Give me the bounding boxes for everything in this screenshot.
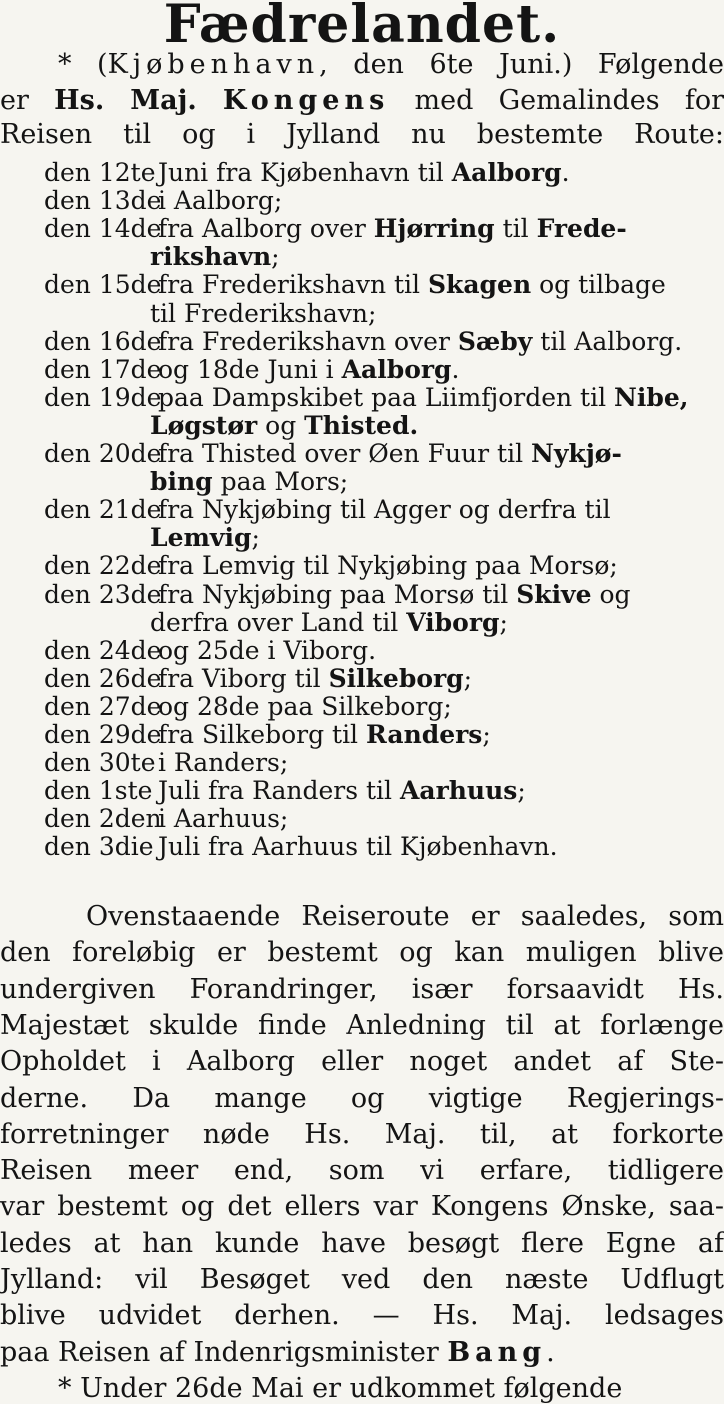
- route-place: Nibe,: [614, 382, 689, 412]
- route-text: i Aarhuus;: [150, 804, 289, 834]
- route-date: den 23de: [44, 579, 162, 609]
- route-text: paa Dampskibet paa Liimfjorden til: [150, 382, 615, 412]
- route-text: derfra over Land til: [150, 607, 407, 637]
- route-text: .: [451, 354, 460, 384]
- route-date: den 17de: [44, 354, 162, 384]
- route-date: den 22de: [44, 551, 162, 581]
- intro-text: * (: [58, 49, 108, 80]
- route-text: ;: [499, 607, 508, 637]
- route-continuation: [0, 525, 724, 551]
- route-text: Juli fra Aarhuus til Kjøbenhavn.: [150, 832, 558, 862]
- route-item: [0, 553, 724, 579]
- route-continuation: [0, 410, 724, 440]
- route-text: til: [494, 214, 537, 244]
- route-text: og tilbage: [531, 270, 666, 300]
- closing-line: Majestæt skulde finde Anledning til at forlænge: [0, 1009, 724, 1041]
- route-text: og 18de Juni i: [150, 354, 342, 384]
- route-text: og: [257, 410, 305, 440]
- route-continuation: [0, 298, 724, 328]
- route-place: Aalborg: [341, 354, 452, 384]
- route-text: fra Aalborg over: [150, 214, 374, 244]
- route-place: Silkeborg: [328, 663, 464, 693]
- route-text: i Randers;: [150, 748, 289, 778]
- closing-line: ledes at han kunde have besøgt flere Egne af: [0, 1227, 724, 1259]
- route-item: [0, 441, 724, 467]
- route-date: den 2den: [44, 804, 162, 834]
- page-title: Fædrelandet.: [163, 0, 561, 55]
- intro-text: med Gemalindes for: [389, 85, 724, 116]
- route-item: [0, 691, 724, 721]
- route-text: i Aalborg;: [150, 186, 283, 216]
- route-place: Sæby: [457, 326, 533, 356]
- closing-last-line: [0, 1338, 724, 1368]
- intro-line-3: Reisen til og i Jylland nu bestemte Route:: [0, 119, 724, 150]
- intro-majesty: Hs. Maj.: [54, 85, 223, 116]
- closing-line: forretninger nøde Hs. Maj. til, at forkorte: [0, 1118, 724, 1150]
- minister-name: Bang: [447, 1337, 547, 1368]
- route-date: den 19de: [44, 382, 162, 412]
- route-text: fra Lemvig til Nykjøbing paa Morsø;: [150, 551, 618, 581]
- route-date: den 13de: [44, 186, 162, 216]
- route-text: fra Nykjøbing paa Morsø til: [150, 579, 517, 609]
- route-text: ;: [482, 720, 491, 749]
- route-text: fra Frederikshavn over: [150, 326, 458, 356]
- closing-line: den foreløbig er bestemt og kan muligen blive: [0, 937, 724, 969]
- route-place: Randers: [366, 720, 483, 749]
- closing-text: .: [546, 1337, 555, 1368]
- route-text: og: [591, 579, 631, 609]
- route-text: paa Mors;: [212, 467, 349, 497]
- route-date: den 14de: [44, 214, 162, 244]
- route-text: fra Silkeborg til: [150, 720, 367, 749]
- closing-line: derne. Da mange og vigtige Regjerings-: [0, 1082, 724, 1114]
- route-continuation: [0, 244, 724, 270]
- route-date: den 21de: [44, 495, 162, 525]
- intro-king: Kongens: [222, 85, 390, 116]
- route-text: Juli fra Randers til: [150, 776, 400, 806]
- route-item: [0, 834, 724, 860]
- closing-line: Ovenstaaende Reiseroute er saaledes, som: [86, 901, 724, 932]
- closing-line: Jylland: vil Besøget ved den næste Udflugt: [0, 1264, 724, 1295]
- route-item: [0, 216, 724, 242]
- route-text: til Frederikshavn;: [150, 298, 377, 328]
- route-item: [0, 188, 724, 214]
- route-place: Skagen: [427, 270, 532, 300]
- route-text: Juni fra Kjøbenhavn til: [150, 158, 452, 187]
- route-item: [0, 272, 724, 298]
- route-item: [0, 635, 724, 665]
- route-date: den 24de: [44, 635, 162, 665]
- route-item: [0, 806, 724, 832]
- route-place: Aarhuus: [399, 776, 518, 806]
- route-item: [0, 778, 724, 804]
- route-continuation: [0, 607, 724, 637]
- route-item: [0, 663, 724, 693]
- route-text: fra Viborg til: [150, 663, 329, 693]
- route-place: Aalborg: [451, 158, 562, 187]
- route-text: fra Thisted over Øen Fuur til: [150, 439, 532, 468]
- route-item: [0, 722, 724, 748]
- route-continuation: [0, 469, 724, 495]
- route-text: .: [561, 158, 570, 187]
- closing-line: Opholdet i Aalborg eller noget andet af Ste-: [0, 1046, 724, 1078]
- route-date: den 27de: [44, 691, 162, 721]
- route-date: den 26de: [44, 663, 162, 693]
- closing-line: var bestemt og det ellers var Kongens Ønske, saa-: [0, 1191, 724, 1223]
- route-item: [0, 382, 724, 412]
- intro-text: er: [0, 85, 55, 116]
- route-item: [0, 497, 724, 523]
- route-text: og 25de i Viborg.: [150, 635, 377, 665]
- route-date: den 3die: [44, 832, 154, 862]
- route-place: Nykjø-: [531, 439, 622, 468]
- route-place: Løgstør: [150, 410, 258, 440]
- intro-line-1: [0, 50, 724, 80]
- route-date: den 20de: [44, 439, 162, 468]
- closing-line: Reisen meer end, som vi erfare, tidligere: [0, 1155, 724, 1187]
- intro-city: Kjøbenhavn: [107, 49, 320, 80]
- route-text: ;: [271, 242, 280, 272]
- route-place: Skive: [516, 579, 592, 609]
- route-item: [0, 326, 724, 356]
- route-date: den 29de: [44, 720, 162, 749]
- route-place: Lemvig: [150, 523, 252, 553]
- route-place: Frede-: [536, 214, 627, 244]
- route-date: den 12te: [44, 158, 156, 187]
- closing-line: undergiven Forandringer, især forsaavidt Hs.: [0, 973, 724, 1005]
- route-item: [0, 750, 724, 776]
- route-place: bing: [150, 467, 213, 497]
- route-place: Hjørring: [373, 214, 495, 244]
- route-item: [0, 579, 724, 609]
- intro-text: , den 6te Juni.) Følgende: [319, 49, 724, 80]
- route-place: Viborg: [406, 607, 500, 637]
- route-text: fra Nykjøbing til Agger og derfra til: [150, 495, 611, 525]
- route-date: den 30te: [44, 748, 156, 778]
- route-text: og 28de paa Silkeborg;: [150, 691, 452, 721]
- route-text: til Aalborg.: [532, 326, 683, 356]
- route-date: den 1ste: [44, 776, 153, 806]
- route-place: Thisted.: [304, 410, 419, 440]
- route-item: [0, 354, 724, 384]
- route-text: ;: [517, 776, 526, 806]
- route-item: [0, 160, 724, 186]
- closing-text: paa Reisen af Indenrigsminister: [0, 1337, 448, 1368]
- route-text: fra Frederikshavn til: [150, 270, 428, 300]
- route-text: ;: [251, 523, 260, 553]
- route-date: den 16de: [44, 326, 162, 356]
- route-text: ;: [463, 663, 473, 693]
- closing-line: blive udvidet derhen. — Hs. Maj. ledsages: [0, 1300, 724, 1332]
- route-place: rikshavn: [150, 242, 272, 272]
- next-article-cut: * Under 26de Mai er udkommet følgende: [58, 1373, 623, 1404]
- route-date: den 15de: [44, 270, 162, 300]
- intro-line-2: [0, 86, 724, 116]
